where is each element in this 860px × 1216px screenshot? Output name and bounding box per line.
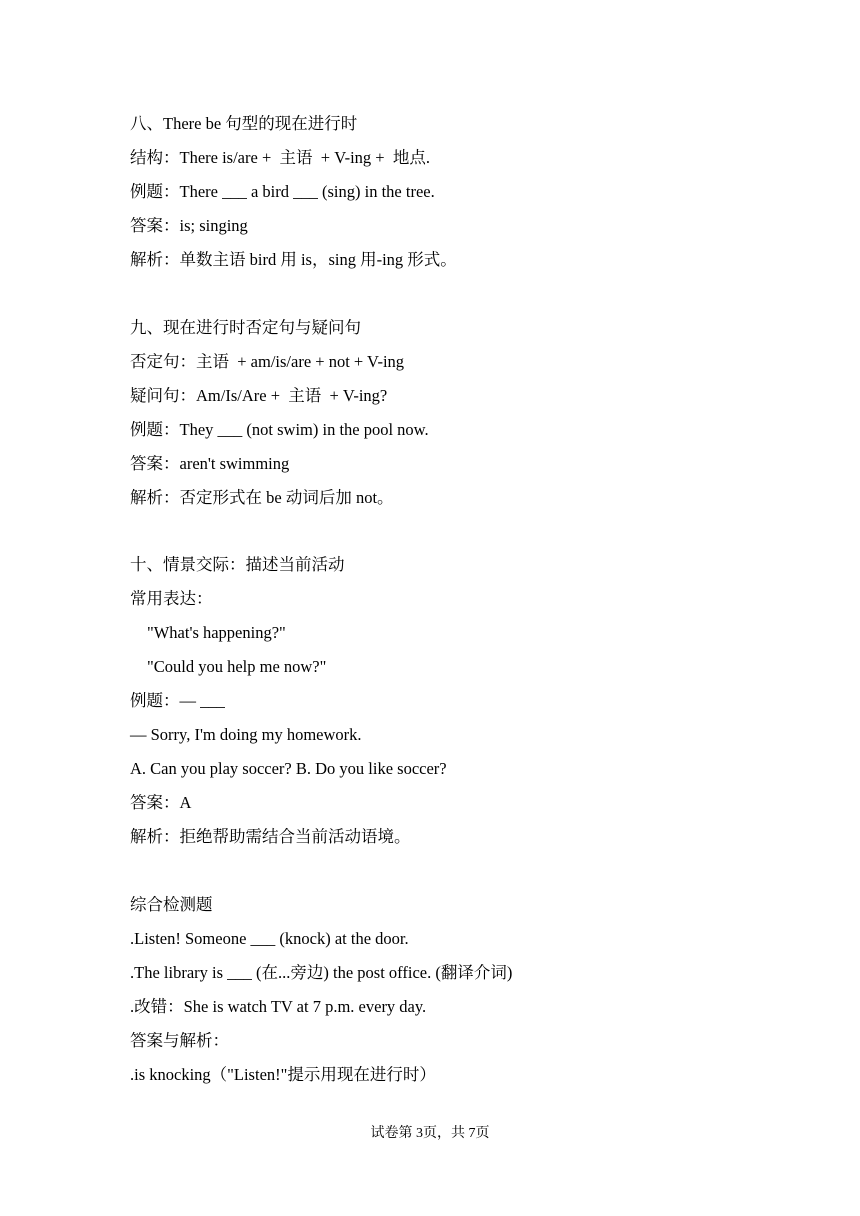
question-item: .改错：She is watch TV at 7 p.m. every day. xyxy=(130,997,427,1017)
section-situational-dialogue xyxy=(130,548,810,854)
common-expressions-label: 常用表达： xyxy=(130,589,213,609)
expression-item: "Could you help me now?" xyxy=(147,657,327,677)
document-body xyxy=(130,107,810,1092)
section-spacer xyxy=(130,277,810,311)
section-there-be-progressive xyxy=(130,107,810,277)
answers-label: 答案与解析： xyxy=(130,1031,229,1051)
section-comprehensive-test xyxy=(130,888,810,1092)
example-line: 例题：There ___ a bird ___ (sing) in the tree. xyxy=(130,182,435,201)
dialogue-line: — Sorry, I'm doing my homework. xyxy=(130,725,362,745)
explanation-line: 解析：单数主语 bird 用 is，sing 用-ing 形式。 xyxy=(130,250,457,269)
page-footer: 试卷第 3页，共 7页 xyxy=(370,1126,490,1141)
question-item: .The library is ___ (在...旁边) the post office. (翻译介词) xyxy=(130,963,513,983)
expression-item: "What's happening?" xyxy=(147,623,286,643)
answer-line: 答案：A xyxy=(130,793,192,813)
explanation-line: 解析：否定形式在 be 动词后加 not。 xyxy=(130,487,394,507)
section-heading: 九、现在进行时否定句与疑问句 xyxy=(130,317,361,337)
section-heading: 十、情景交际：描述当前活动 xyxy=(130,555,345,575)
options-line: A. Can you play soccer? B. Do you like soccer? xyxy=(130,759,447,779)
question-form-line: 疑问句：Am/Is/Are + 主语 + V-ing? xyxy=(130,385,388,405)
section-heading: 八、There be 句型的现在进行时 xyxy=(130,114,358,133)
answer-item: .is knocking（"Listen!"提示用现在进行时） xyxy=(130,1065,436,1085)
structure-line: 结构：There is/are + 主语 + V-ing + 地点. xyxy=(130,148,430,167)
example-line: 例题：— ___ xyxy=(130,691,225,711)
answer-line: 答案：aren't swimming xyxy=(130,453,290,473)
example-line: 例题：They ___ (not swim) in the pool now. xyxy=(130,419,429,439)
explanation-line: 解析：拒绝帮助需结合当前活动语境。 xyxy=(130,827,411,847)
section-negative-question xyxy=(130,311,810,515)
negative-form-line: 否定句：主语 + am/is/are + not + V-ing xyxy=(130,351,405,371)
section-spacer xyxy=(130,854,810,888)
answer-line: 答案：is; singing xyxy=(130,216,248,235)
section-spacer xyxy=(130,515,810,549)
question-item: .Listen! Someone ___ (knock) at the door. xyxy=(130,929,409,949)
section-heading: 综合检测题 xyxy=(130,895,213,915)
